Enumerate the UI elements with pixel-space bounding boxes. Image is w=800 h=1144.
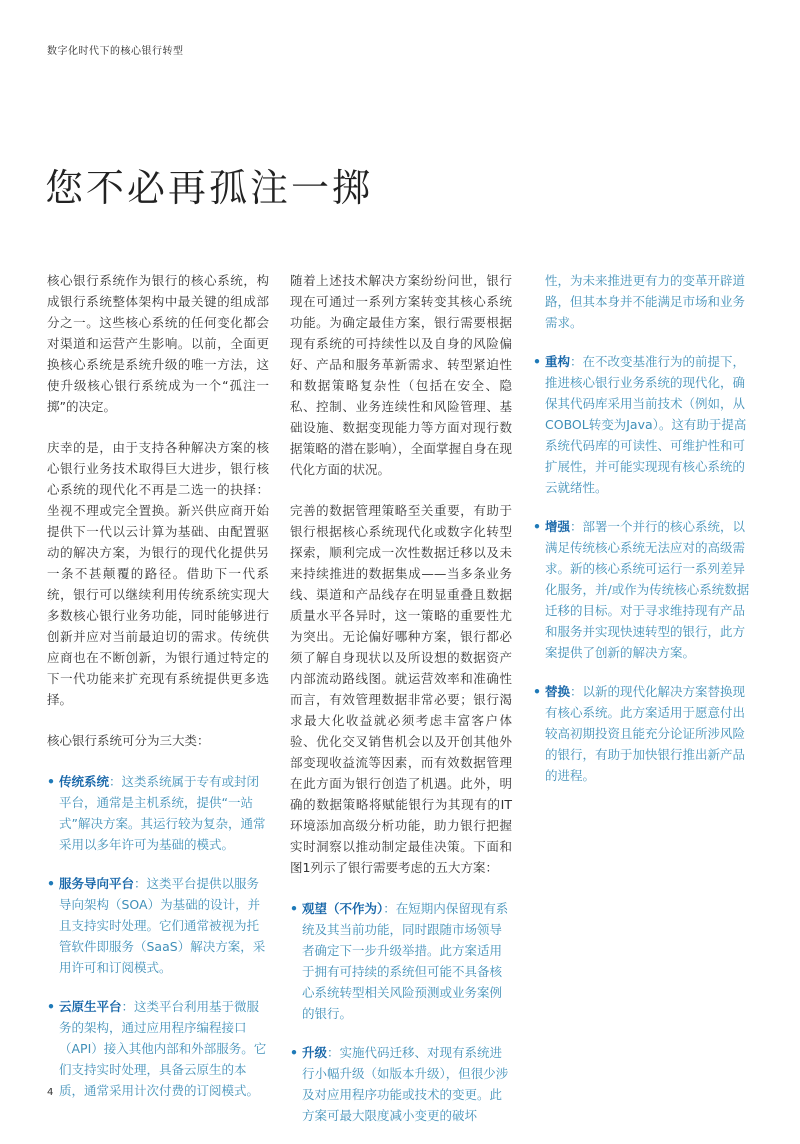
list-item-term: 云原生平台 — [59, 999, 122, 1014]
list-item-term: 增强 — [545, 519, 571, 534]
list-item-term: 升级 — [302, 1045, 328, 1060]
paragraph: 核心银行系统可分为三大类： — [47, 733, 210, 748]
list-item-text: ：部署一个并行的核心系统，以满足传统核心系统无法应对的高级需求。新的核心系统可运行一系列差异化服务，并/或作为传统核心系统数据迁移的目标。对于寻求维持现有产品和服务并实现快速转型的银行，此方案提供了创新的解决方案。 — [545, 519, 750, 660]
list-item-text: ：这类系统属于专有或封闭平台，通常是主机系统，提供“一站式”解决方案。其运行较为复杂，通常采用以多年许可为基础的模式。 — [59, 774, 266, 852]
list-item-term: 观望（不作为） — [302, 901, 384, 916]
page-number: 4 — [47, 1087, 54, 1098]
list-item-term: 替换 — [545, 684, 571, 699]
list-item — [533, 681, 755, 786]
list-item-text: ：以新的现代化解决方案替换现有核心系统。此方案适用于愿意付出较高初期投资且能充分论证所涉风险的银行，有助于加快银行推出新产品的进程。 — [545, 684, 746, 783]
column-2 — [290, 270, 512, 1144]
list-item — [533, 351, 755, 498]
system-category-list — [47, 771, 269, 1101]
list-item-continuation: 性，为未来推进更有力的变革开辟道路，但其本身并不能满足市场和业务需求。 — [545, 273, 746, 330]
list-item — [290, 898, 512, 1024]
running-header: 数字化时代下的核心银行转型 — [47, 46, 184, 57]
list-item-text: ：这类平台提供以服务导向架构（SOA）为基础的设计，并且支持实时处理。它们通常被视为托管软件即服务（SaaS）解决方案，采用许可和订阅模式。 — [59, 876, 266, 975]
column-1 — [47, 270, 269, 1119]
list-item — [47, 771, 269, 855]
list-item-text: ：在短期内保留现有系统及其当前功能，同时跟随市场领导者确定下一步升级举措。此方案适用于拥有可持续的系统但可能不具备核心系统转型相关风险预测或业务案例的银行。 — [302, 901, 509, 1021]
paragraph: 庆幸的是，由于支持各种解决方案的核心银行业务技术取得巨大进步，银行核心系统的现代化不再是二选一的抉择：坐视不理或完全置换。新兴供应商开始提供下一代以云计算为基础、由配置驱动的解决方案，为银行的现代化提供另一条不甚颠覆的路径。借助下一代系统，银行可以继续利用传统系统实现大多数核心银行业务功能，同时能够进行创新并应对当前最迫切的需求。传统供应商也在不断创新，为银行通过特定的下一代功能来扩充现有系统提供更多选择。 — [47, 440, 269, 707]
list-item-term: 服务导向平台 — [59, 876, 135, 891]
page-title: 您不必再孤注一掷 — [45, 166, 374, 210]
list-item — [47, 996, 269, 1101]
list-item — [533, 516, 755, 663]
paragraph: 随着上述技术解决方案纷纷问世，银行现在可通过一系列方案转变其核心系统功能。为确定最佳方案，银行需要根据现有系统的可持续性以及自身的风险偏好、产品和服务革新需求、转型紧迫性和数据策略复杂性（包括在安全、隐私、控制、业务连续性和风险管理、基础设施、数据变现能力等方面对现行数据策略的潜在影响），全面掌握自身在现代化方面的状况。 — [290, 273, 512, 477]
list-item-term: 传统系统 — [59, 774, 110, 789]
paragraph: 核心银行系统作为银行的核心系统，构成银行系统整体架构中最关键的组成部分之一。这些核心系统的任何变化都会对渠道和运营产生影响。以前，全面更换核心系统是系统升级的唯一方法，这使升级核心银行系统成为一个“孤注一掷”的决定。 — [47, 273, 269, 414]
options-list-continued — [533, 351, 755, 786]
paragraph: 完善的数据管理策略至关重要，有助于银行根据核心系统现代化或数字化转型探索，顺利完成一次性数据迁移以及未来持续推进的数据集成——当多条业务线、渠道和产品线存在明显重叠且数据质量水平各异时，这一策略的重要性尤为突出。无论偏好哪种方案，银行都必须了解自身现状以及所设想的数据资产内部流动路线图。就运营效率和准确性而言，有效管理数据非常必要；银行渴求最大化收益就必须考虑丰富客户体验、优化交叉销售机会以及开创其他外部变现收益流等因素，而有效数据管理在此方面为银行创造了机遇。此外，明确的数据策略将赋能银行为其现有的IT环境添加高级分析功能，助力银行把握实时洞察以推动制定最佳决策。下面和图1列示了银行需要考虑的五大方案： — [290, 503, 512, 875]
column-3 — [533, 270, 755, 804]
options-list — [290, 898, 512, 1126]
list-item-text: ：实施代码迁移、对现有系统进行小幅升级（如版本升级），但很少涉及对应用程序功能或技术的变更。此方案可最大限度减小变更的破坏 — [302, 1045, 509, 1123]
list-item-term: 重构 — [545, 354, 571, 369]
list-item — [47, 873, 269, 978]
list-item-text: ：这类平台利用基于微服务的架构，通过应用程序编程接口（API）接入其他内部和外部服务。它们支持实时处理，具备云原生的本质，通常采用计次付费的订阅模式。 — [59, 999, 267, 1098]
list-item-text: ：在不改变基准行为的前提下，推进核心银行业务系统的现代化，确保其代码库采用当前技术（例如，从COBOL转变为Java）。这有助于提高系统代码库的可读性、可维护性和可扩展性，并可能实现现有核心系统的云就绪性。 — [545, 354, 747, 495]
list-item — [290, 1042, 512, 1126]
